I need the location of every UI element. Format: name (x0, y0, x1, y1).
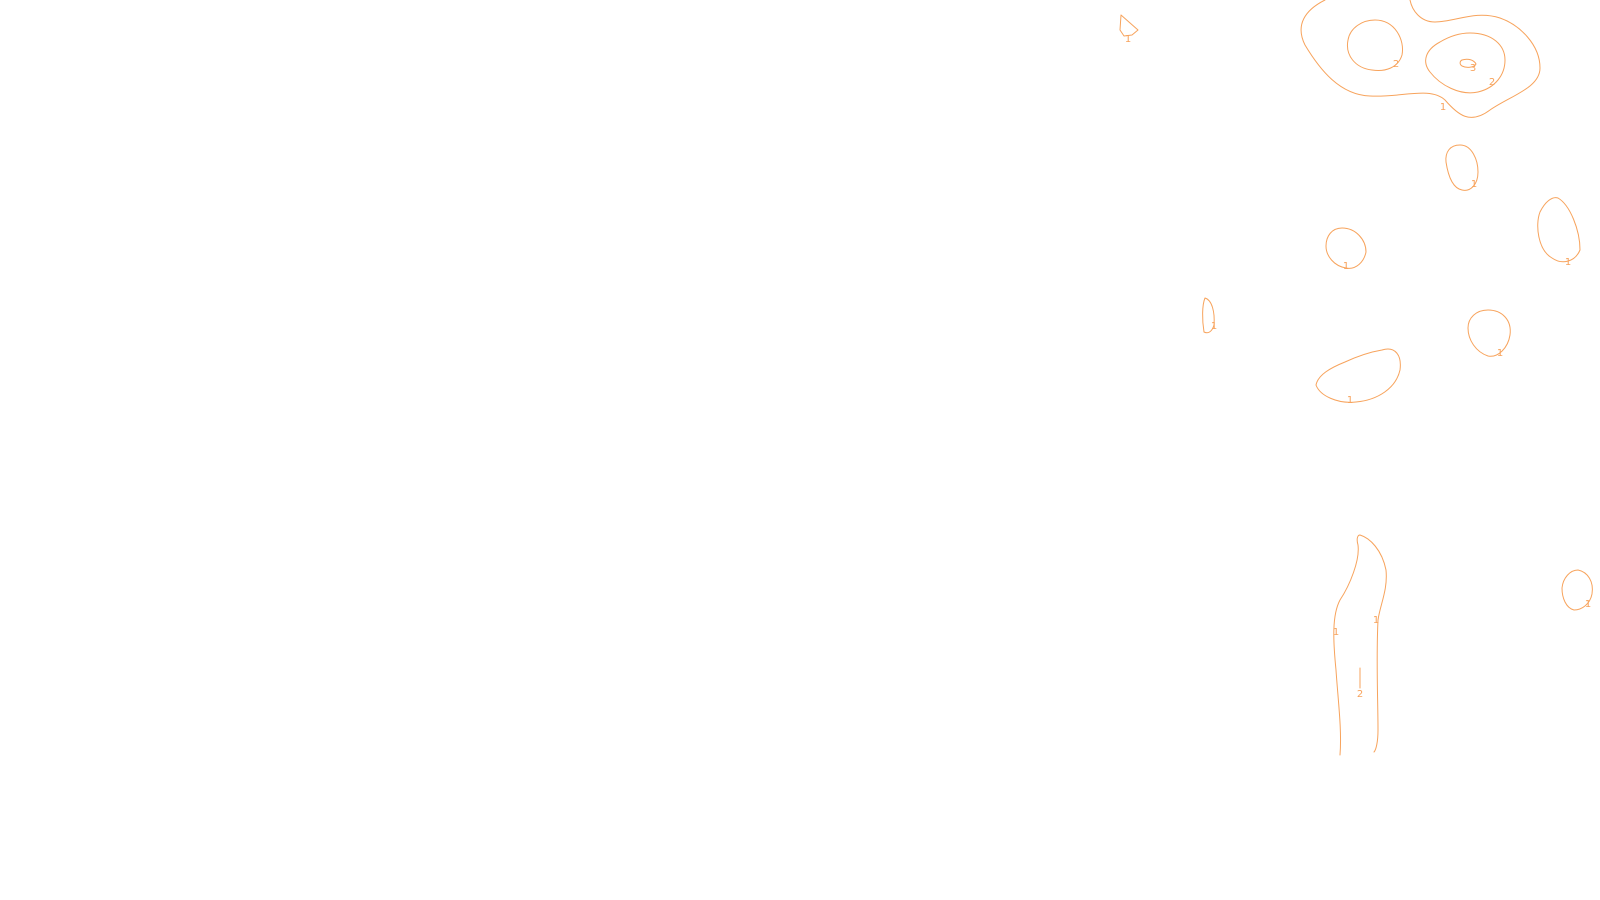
contour-label: 1 (1124, 34, 1132, 45)
contour-label: 1 (1372, 615, 1380, 626)
contour-label: 1 (1584, 599, 1592, 610)
contour-label: 1 (1342, 261, 1350, 272)
contour-label: 1 (1332, 627, 1340, 638)
contour-label: 2 (1392, 59, 1400, 70)
contour-label: 1 (1346, 395, 1354, 406)
contour-label: 2 (1488, 77, 1496, 88)
contour-label: 1 (1210, 321, 1218, 332)
contour-label: 1 (1496, 348, 1504, 359)
contour-label: 1 (1564, 257, 1572, 268)
contour-label: 1 (1470, 179, 1478, 190)
contour-label: 1 (1439, 102, 1447, 113)
contour-label: 3 (1469, 63, 1477, 74)
contour-label: 2 (1356, 689, 1364, 700)
